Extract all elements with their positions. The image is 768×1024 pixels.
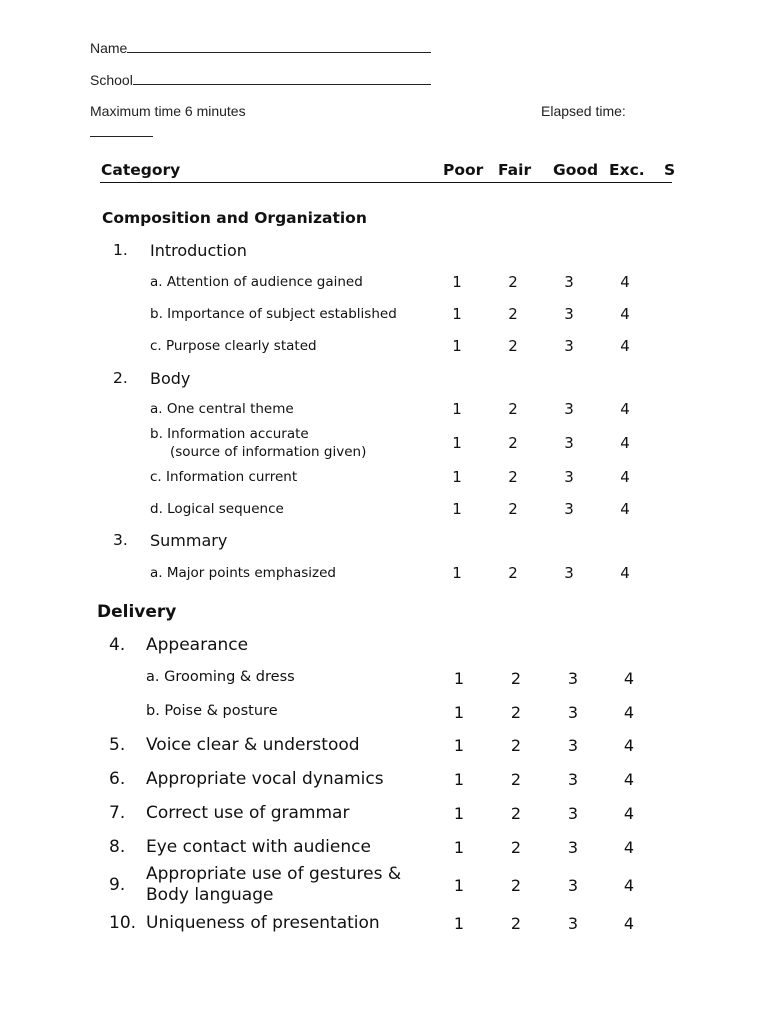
score-fair[interactable]: 2 [508,400,518,418]
score-exc[interactable]: 4 [623,770,635,789]
score-poor[interactable]: 1 [452,273,462,291]
score-fair[interactable]: 2 [508,337,518,355]
section-introduction: Introduction [150,241,247,260]
score-poor[interactable]: 1 [452,337,462,355]
score-exc[interactable]: 4 [620,564,630,582]
score-good[interactable]: 3 [564,337,574,355]
score-fair[interactable]: 2 [510,804,522,823]
score-good[interactable]: 3 [564,564,574,582]
good-header: Good [553,161,599,179]
score-exc[interactable]: 4 [620,305,630,323]
score-exc[interactable]: 4 [620,400,630,418]
item-number: 5. [109,735,126,755]
score-good[interactable]: 3 [567,838,579,857]
score-poor[interactable]: 1 [453,669,465,688]
fair-header: Fair [498,161,532,179]
section-number: 4. [109,635,126,655]
score-exc[interactable]: 4 [620,434,630,452]
score-good[interactable]: 3 [567,914,579,933]
item-label: a. Major points emphasized [150,565,336,581]
elapsed-time-label: Elapsed time: [541,103,626,119]
name-label: Name [90,40,128,56]
category-header: Category [101,161,181,179]
score-fair[interactable]: 2 [508,273,518,291]
item-label: a. Grooming & dress [146,669,295,685]
section-number: 1. [113,241,128,259]
name-field[interactable] [90,40,431,56]
item-label: b. Importance of subject established [150,306,397,322]
score-fair[interactable]: 2 [510,914,522,933]
item-label: b. Poise & posture [146,703,278,719]
item-label: Uniqueness of presentation [146,913,380,933]
item-label: Appropriate use of gestures & [146,864,402,884]
elapsed-time-line[interactable] [90,136,153,137]
item-label: Appropriate vocal dynamics [146,769,384,789]
score-exc[interactable]: 4 [623,703,635,722]
score-fair[interactable]: 2 [510,876,522,895]
score-good[interactable]: 3 [567,770,579,789]
score-good[interactable]: 3 [564,468,574,486]
score-poor[interactable]: 1 [453,876,465,895]
score-exc[interactable]: 4 [623,914,635,933]
item-number: 9. [109,875,126,895]
item-label: a. One central theme [150,401,294,417]
score-poor[interactable]: 1 [452,500,462,518]
extra-header-cut: S [664,161,676,179]
score-good[interactable]: 3 [564,400,574,418]
school-line[interactable] [133,72,431,85]
score-fair[interactable]: 2 [510,770,522,789]
score-poor[interactable]: 1 [453,703,465,722]
item-number: 10. [109,913,137,933]
delivery-title: Delivery [97,602,177,622]
item-label: a. Attention of audience gained [150,274,363,290]
score-good[interactable]: 3 [567,876,579,895]
item-number: 6. [109,769,126,789]
score-fair[interactable]: 2 [510,838,522,857]
score-poor[interactable]: 1 [452,400,462,418]
max-time-text: Maximum time 6 minutes [90,103,246,119]
score-exc[interactable]: 4 [623,669,635,688]
item-label: c. Purpose clearly stated [150,338,317,354]
score-good[interactable]: 3 [564,305,574,323]
score-exc[interactable]: 4 [620,273,630,291]
score-good[interactable]: 3 [567,703,579,722]
score-fair[interactable]: 2 [508,468,518,486]
score-fair[interactable]: 2 [510,669,522,688]
score-fair[interactable]: 2 [510,703,522,722]
section-appearance: Appearance [146,635,249,655]
item-label: b. Information accurate [150,426,309,442]
score-good[interactable]: 3 [567,669,579,688]
score-good[interactable]: 3 [567,736,579,755]
section-summary: Summary [150,531,228,550]
score-good[interactable]: 3 [564,500,574,518]
section-number: 2. [113,369,128,387]
item-label: d. Logical sequence [150,501,284,517]
score-exc[interactable]: 4 [620,468,630,486]
exc-header: Exc. [609,161,645,179]
score-poor[interactable]: 1 [453,736,465,755]
score-exc[interactable]: 4 [620,500,630,518]
score-poor[interactable]: 1 [453,770,465,789]
section-number: 3. [113,531,128,549]
score-exc[interactable]: 4 [623,736,635,755]
score-exc[interactable]: 4 [623,804,635,823]
item-label: Eye contact with audience [146,837,371,857]
score-good[interactable]: 3 [567,804,579,823]
item-number: 7. [109,803,126,823]
header-rule [100,182,672,183]
item-label-continued: (source of information given) [170,444,367,460]
score-exc[interactable]: 4 [623,838,635,857]
score-poor[interactable]: 1 [452,434,462,452]
score-good[interactable]: 3 [564,273,574,291]
item-number: 8. [109,837,126,857]
score-poor[interactable]: 1 [452,468,462,486]
score-exc[interactable]: 4 [623,876,635,895]
item-label: Correct use of grammar [146,803,350,823]
score-fair[interactable]: 2 [508,564,518,582]
score-fair[interactable]: 2 [508,434,518,452]
score-poor[interactable]: 1 [453,838,465,857]
score-poor[interactable]: 1 [452,305,462,323]
score-fair[interactable]: 2 [508,305,518,323]
score-exc[interactable]: 4 [620,337,630,355]
poor-header: Poor [443,161,484,179]
section-body: Body [150,369,191,388]
score-poor[interactable]: 1 [453,914,465,933]
school-label: School [90,72,133,88]
school-field[interactable] [90,72,431,88]
score-good[interactable]: 3 [564,434,574,452]
score-fair[interactable]: 2 [508,500,518,518]
item-label: c. Information current [150,469,298,485]
item-label: Voice clear & understood [146,735,360,755]
item-label-continued: Body language [146,885,274,905]
score-fair[interactable]: 2 [510,736,522,755]
name-line[interactable] [127,40,431,53]
score-poor[interactable]: 1 [453,804,465,823]
score-poor[interactable]: 1 [452,564,462,582]
composition-title: Composition and Organization [102,209,367,227]
